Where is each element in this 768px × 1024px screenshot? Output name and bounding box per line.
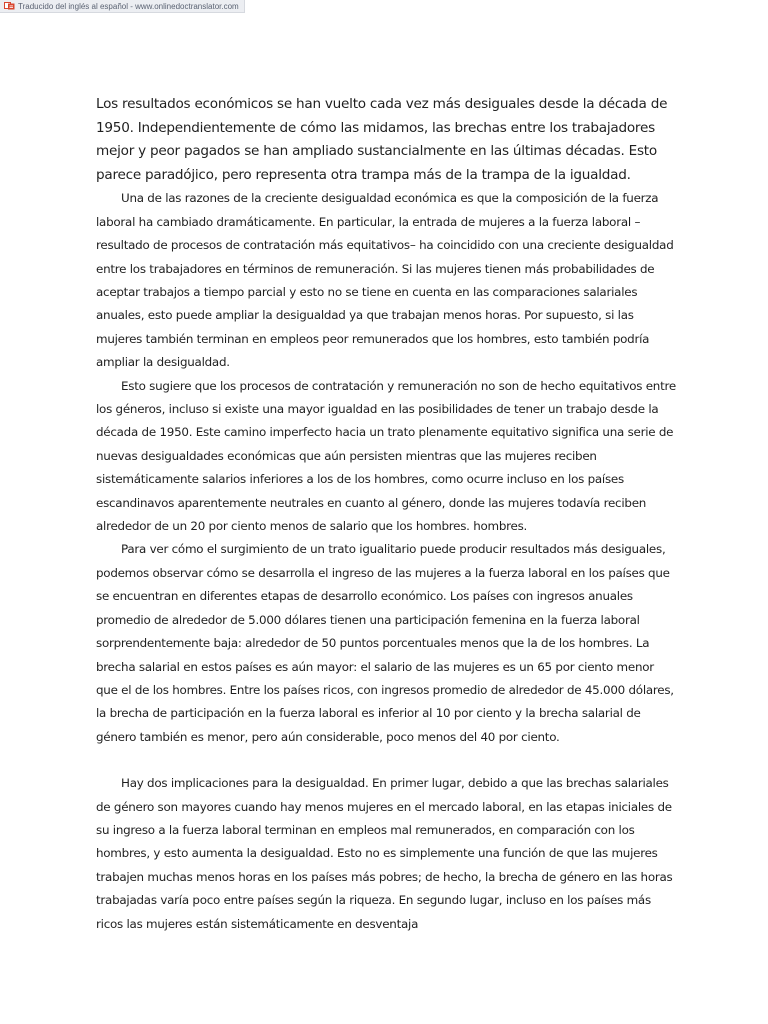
translator-banner[interactable] — [0, 0, 245, 13]
lead-paragraph: Los resultados económicos se han vuelto cada vez más desiguales desde la década de 1950. Independientemente de cómo las midamos, las brechas entre los trabajadores mejor y peor pagados se han ampliado sustancialmente en las últimas décadas. Esto parece paradójico, pero representa otra trampa más de la trampa de la igualdad. — [96, 96, 668, 183]
translator-banner-text[interactable]: Traducido del inglés al español - www.onlinedoctranslator.com — [18, 1, 239, 11]
translator-logo-icon — [4, 2, 15, 10]
document-page — [96, 93, 676, 936]
body-paragraph: Hay dos implicaciones para la desigualdad. En primer lugar, debido a que las brechas salariales de género son mayores cuando hay menos mujeres en el mercado laboral, en las etapas iniciales de su ingreso a la fuerza laboral terminan en empleos mal remunerados, en comparación con los hombres, y esto aumenta la desigualdad. Esto no es simplemente una función de que las mujeres trabajen muchas menos horas en los países más pobres; de hecho, la brecha de género en las horas trabajadas varía poco entre países según la riqueza. En segundo lugar, incluso en los países más ricos las mujeres están sistemáticamente en desventaja — [96, 776, 673, 931]
body-paragraph: Para ver cómo el surgimiento de un trato igualitario puede producir resultados más desiguales, podemos observar cómo se desarrolla el ingreso de las mujeres a la fuerza laboral en los países que se encuentran en diferentes etapas de desarrollo económico. Los países con ingresos anuales promedio de alrededor de 5.000 dólares tienen una participación femenina en la fuerza laboral sorprendentemente baja: alrededor de 50 puntos porcentuales menos que la de los hombres. La brecha salarial en estos países es aún mayor: el salario de las mujeres es un 65 por ciento menor que el de los hombres. Entre los países ricos, con ingresos promedio de alrededor de 45.000 dólares, la brecha de participación en la fuerza laboral es inferior al 10 por ciento y la brecha salarial de género también es menor, pero aún considerable, poco menos del 40 por ciento. — [96, 542, 674, 744]
body-paragraph: Esto sugiere que los procesos de contratación y remuneración no son de hecho equitativos entre los géneros, incluso si existe una mayor igualdad en las posibilidades de tener un trabajo desde la década de 1950. Este camino imperfecto hacia un trato plenamente equitativo significa una serie de nuevas desigualdades económicas que aún persisten mientras que las mujeres reciben sistemáticamente salarios inferiores a los de los hombres, como ocurre incluso en los países escandinavos aparentemente neutrales en cuanto al género, donde las mujeres todavía reciben alrededor de un 20 por ciento menos de salario que los hombres. hombres. — [96, 378, 676, 534]
body-paragraph: Una de las razones de la creciente desigualdad económica es que la composición de la fuerza laboral ha cambiado dramáticamente. En particular, la entrada de mujeres a la fuerza laboral –resultado de procesos de contratación más equitativos– ha coincidido con una creciente desigualdad entre los trabajadores en términos de remuneración. Si las mujeres tienen más probabilidades de aceptar trabajos a tiempo parcial y esto no se tiene en cuenta en las comparaciones salariales anuales, esto puede ampliar la desigualdad ya que trabajan menos horas. Por supuesto, si las mujeres también terminan en empleos peor remunerados que los hombres, esto también podría ampliar la desigualdad. — [96, 191, 674, 370]
